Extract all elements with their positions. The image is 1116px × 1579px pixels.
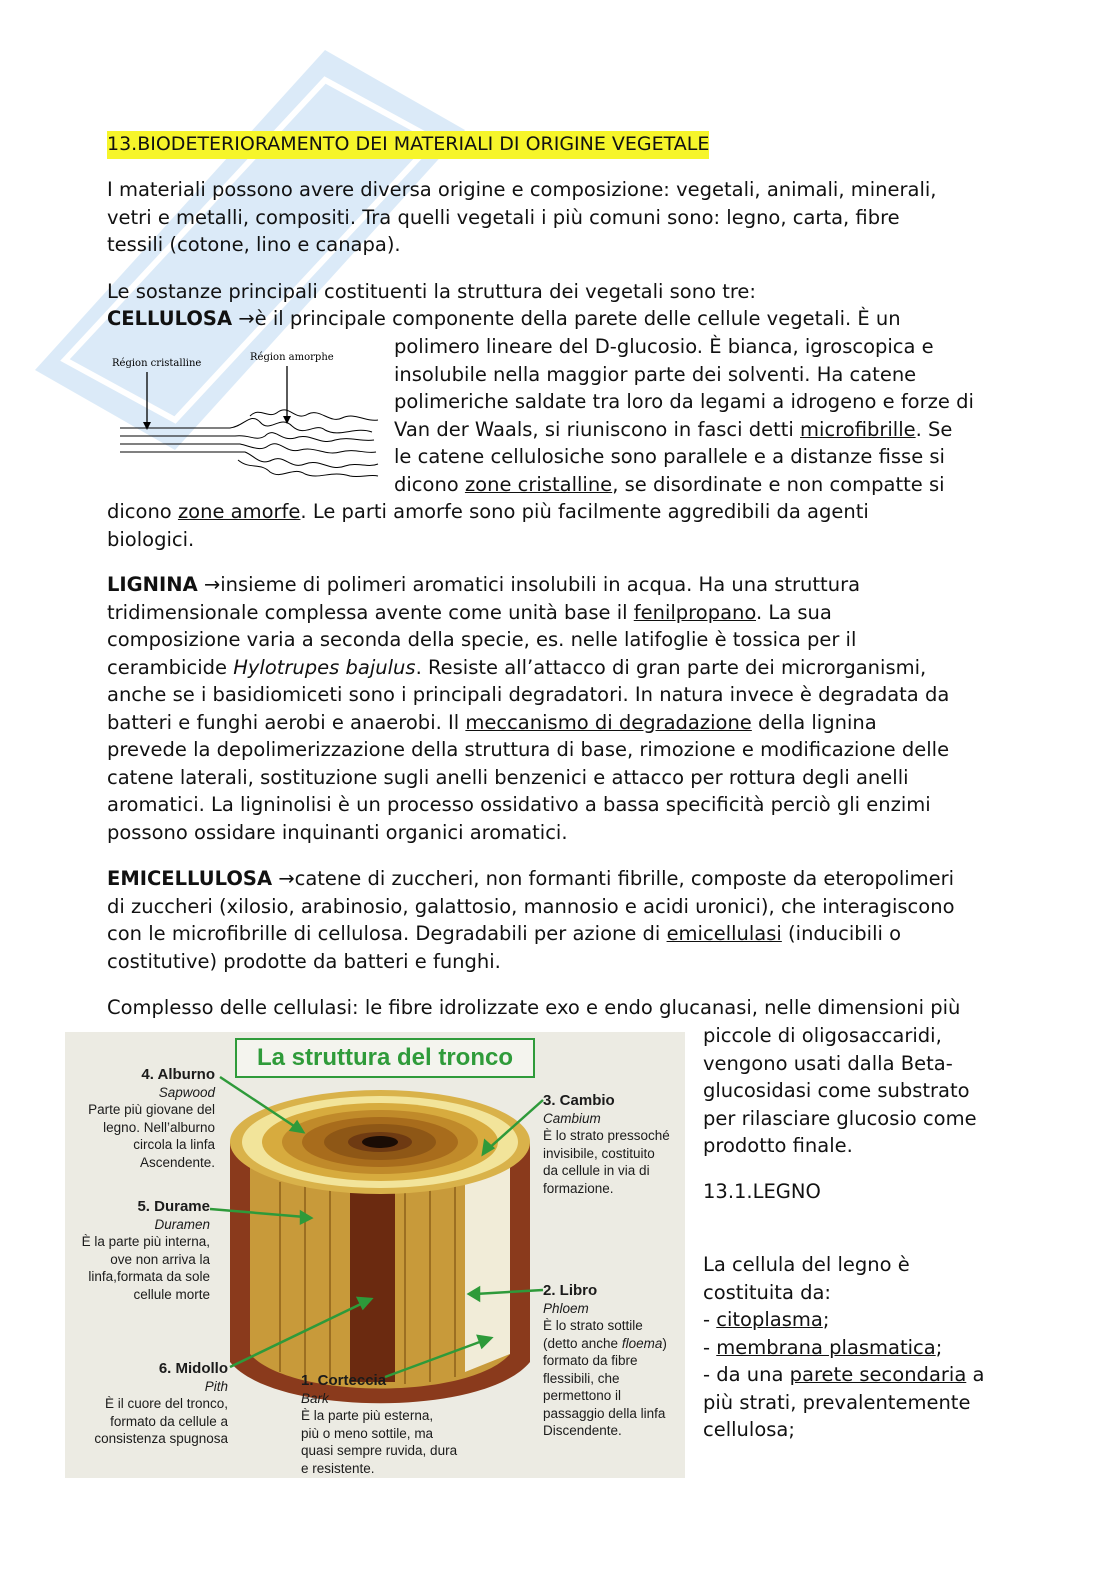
- section-heading-legno: 13.1.LEGNO: [703, 1180, 821, 1203]
- emicellulosa-paragraph: EMICELLULOSA →catene di zuccheri, non formanti fibrille, composte da eteropolimeri di zuccheri (xilosio, arabinosio, galattosio, mannosio e acidi uronici), che interagiscono con le microfibrille di cellulosa. Degradabili per azione di emicellulasi (inducibili o costitutive) prodotte da batteri e funghi.: [107, 867, 955, 973]
- cellulose-structure-figure: [110, 342, 382, 482]
- lignina-paragraph: LIGNINA →insieme di polimeri aromatici insolubili in acqua. Ha una struttura tridimensionale complessa avente come unità base il fenilpropano. La sua composizione varia a seconda della specie, es. nelle latifoglie è tossica per il cerambicide Hylotrupes bajulus. Resiste all’attacco di gran parte dei microrganismi, anche se i basidiomiceti sono i principali degradatori. In natura invece è degradata da batteri e funghi aerobi e anaerobi. Il meccanismo di degradazione della lignina prevede la depolimerizzazione della struttura di base, rimozione e modificazione delle catene laterali, sostituzione sugli anelli benzenici e attacco per rottura degli anelli aromatici. La ligninolisi è un processo ossidativo a bassa specificità perciò gli enzimi possono ossidare inquinanti organici aromatici.: [107, 573, 950, 844]
- label-alburno: 4. Alburno Sapwood Parte più giovane del legno. Nell’alburno circola la linfa Ascendente.: [88, 1066, 215, 1170]
- label-libro: 2. Libro Phloem È lo strato sottile (detto anche floema) formato da fibre flessibili, che permettono il passaggio della linfa Discendente.: [543, 1282, 667, 1438]
- cellulosa-paragraph-end: dicono zone amorfe. Le parti amorfe sono più facilmente aggredibili da agenti biologici.: [107, 500, 869, 551]
- label-corteccia: 1. Corteccia Bark È la parte più esterna, più o meno sottile, ma quasi sempre ruvida, dura e resistente.: [301, 1372, 458, 1476]
- figure-title: La struttura del tronco: [235, 1038, 535, 1078]
- trunk-structure-figure: [65, 1032, 685, 1478]
- cellulosa-term: CELLULOSA: [107, 307, 233, 330]
- cellulasi-first-line: Complesso delle cellulasi: le fibre idrolizzate exo e endo glucanasi, nelle dimensioni più: [107, 996, 961, 1019]
- label-region-amorphe: Région amorphe: [250, 352, 334, 363]
- legno-paragraph: La cellula del legno è costituita da: - citoplasma; - membrana plasmatica; - da una parete secondaria a più strati, prevalentemente cellulosa;: [703, 1253, 985, 1441]
- label-cambio: 3. Cambio Cambium È lo strato pressoché invisibile, costituito da cellule in via di formazione.: [543, 1092, 670, 1196]
- microfibrille-link: microfibrille: [800, 417, 916, 441]
- emicellulosa-term: EMICELLULOSA: [107, 867, 273, 890]
- cellulosa-first-line: CELLULOSA →è il principale componente della parete delle cellule vegetali. È un: [107, 307, 901, 330]
- cellulosa-paragraph-right: polimero lineare del D-glucosio. È bianca, igroscopica e insolubile nella maggior parte dei solventi. Ha catene polimeriche saldate tra loro da legami a idrogeno e forze di Van der Waals, si riuniscono in fasci detti microfibrille. Se le catene cellulosiche sono parallele e a distanze fisse si dicono zone cristalline, se disordinate e non compatte si: [394, 335, 974, 496]
- substances-intro: Le sostanze principali costituenti la struttura dei vegetali sono tre:: [107, 280, 756, 303]
- label-midollo: 6. Midollo Pith È il cuore del tronco, formato da cellule a consistenza spugnosa: [94, 1360, 228, 1446]
- page-title: 13.BIODETERIORAMENTO DEI MATERIALI DI ORIGINE VEGETALE: [107, 131, 709, 159]
- label-durame: 5. Durame Duramen È la parte più interna, ove non arriva la linfa,formata da sole cellule morte: [81, 1198, 210, 1302]
- cellulasi-side-text: piccole di oligosaccaridi, vengono usati dalla Beta- glucosidasi come substrato per rilasciare glucosio come prodotto finale.: [703, 1024, 977, 1157]
- lignina-term: LIGNINA: [107, 573, 198, 596]
- intro-paragraph: I materiali possono avere diversa origine e composizione: vegetali, animali, minerali, vetri e metalli, compositi. Tra quelli vegetali i più comuni sono: legno, carta, fibre tessili (cotone, lino e canapa).: [107, 178, 937, 256]
- label-region-cristalline: Région cristalline: [112, 358, 202, 369]
